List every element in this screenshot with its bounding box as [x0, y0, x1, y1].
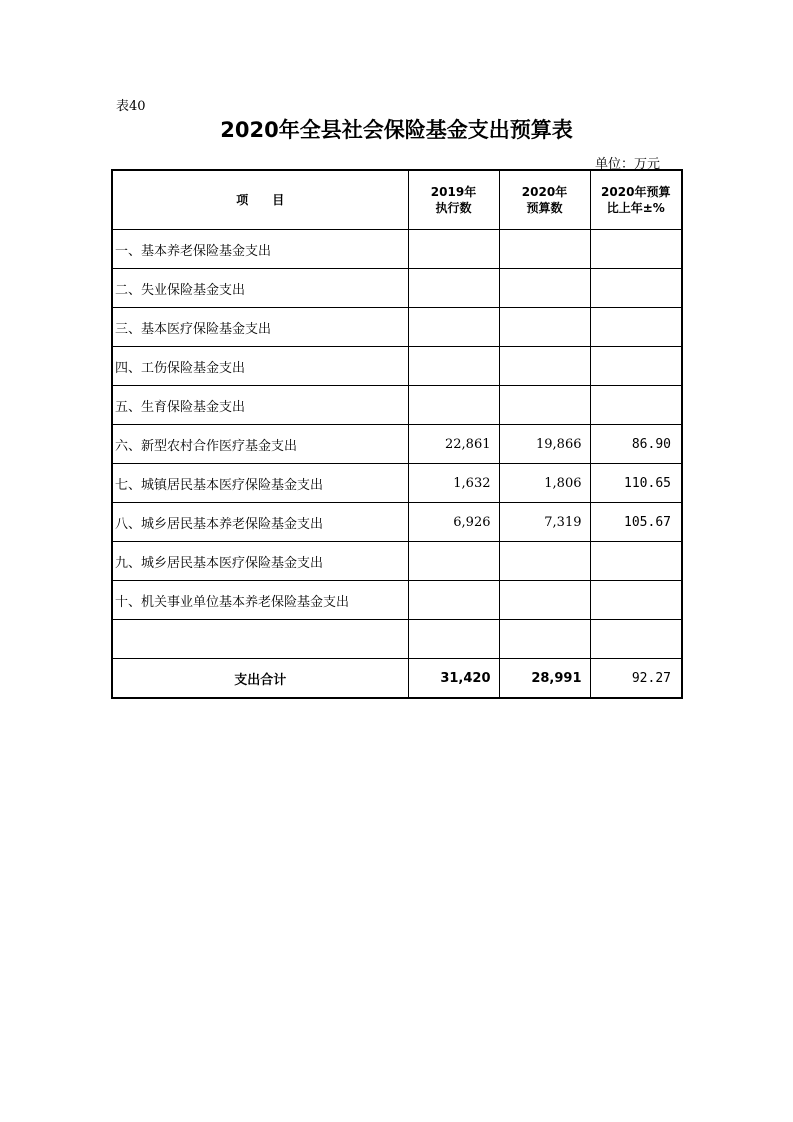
row-budget-2020 [499, 269, 590, 308]
table-row [112, 386, 682, 425]
row-item: 七、城镇居民基本医疗保险基金支出 [112, 464, 408, 503]
row-item [112, 620, 408, 659]
header-budget-2020-line2: 预算数 [526, 201, 563, 215]
row-budget-2020 [499, 230, 590, 269]
table-number: 表40 [116, 99, 146, 114]
row-change-pct [590, 542, 682, 581]
row-exec-2019 [408, 230, 499, 269]
table-row [112, 542, 682, 581]
row-budget-2020: 1,806 [499, 464, 590, 503]
header-change-pct [590, 170, 682, 230]
table-row [112, 620, 682, 659]
header-budget-2020-line1: 2020年 [521, 185, 568, 199]
row-budget-2020: 7,319 [499, 503, 590, 542]
row-exec-2019 [408, 347, 499, 386]
row-item: 九、城乡居民基本医疗保险基金支出 [112, 542, 408, 581]
total-label: 支出合计 [112, 659, 408, 699]
row-exec-2019 [408, 269, 499, 308]
row-exec-2019 [408, 386, 499, 425]
row-item: 五、生育保险基金支出 [112, 386, 408, 425]
row-budget-2020 [499, 581, 590, 620]
table-header-row [112, 170, 682, 230]
row-change-pct [590, 347, 682, 386]
row-budget-2020 [499, 347, 590, 386]
table-row [112, 425, 682, 464]
table-row [112, 503, 682, 542]
row-budget-2020: 19,866 [499, 425, 590, 464]
row-change-pct [590, 581, 682, 620]
total-budget-2020: 28,991 [499, 659, 590, 699]
row-budget-2020 [499, 308, 590, 347]
row-change-pct [590, 230, 682, 269]
total-exec-2019: 31,420 [408, 659, 499, 699]
row-exec-2019 [408, 308, 499, 347]
total-change-pct: 92.27 [590, 659, 682, 699]
table-row [112, 464, 682, 503]
row-item: 四、工伤保险基金支出 [112, 347, 408, 386]
row-exec-2019 [408, 542, 499, 581]
row-item: 三、基本医疗保险基金支出 [112, 308, 408, 347]
row-exec-2019: 22,861 [408, 425, 499, 464]
document-title: 2020年全县社会保险基金支出预算表 [220, 118, 573, 142]
table-row [112, 581, 682, 620]
table-row [112, 230, 682, 269]
row-item: 六、新型农村合作医疗基金支出 [112, 425, 408, 464]
row-budget-2020 [499, 542, 590, 581]
row-change-pct [590, 269, 682, 308]
row-item: 八、城乡居民基本养老保险基金支出 [112, 503, 408, 542]
row-item: 一、基本养老保险基金支出 [112, 230, 408, 269]
header-budget-2020 [499, 170, 590, 230]
header-exec-2019 [408, 170, 499, 230]
header-change-pct-line2: 比上年±% [606, 201, 665, 215]
row-budget-2020 [499, 386, 590, 425]
row-change-pct [590, 620, 682, 659]
row-item: 十、机关事业单位基本养老保险基金支出 [112, 581, 408, 620]
table-row [112, 308, 682, 347]
unit-label: 单位：万元 [595, 157, 661, 172]
row-exec-2019: 6,926 [408, 503, 499, 542]
row-exec-2019: 1,632 [408, 464, 499, 503]
row-change-pct [590, 308, 682, 347]
header-item: 项 目 [112, 170, 408, 230]
table-row [112, 269, 682, 308]
budget-table [111, 169, 683, 699]
row-budget-2020 [499, 620, 590, 659]
row-change-pct: 105.67 [590, 503, 682, 542]
table-row [112, 347, 682, 386]
row-exec-2019 [408, 581, 499, 620]
row-change-pct [590, 386, 682, 425]
row-change-pct: 86.90 [590, 425, 682, 464]
row-change-pct: 110.65 [590, 464, 682, 503]
header-change-pct-line1: 2020年预算 [601, 185, 671, 199]
header-exec-2019-line1: 2019年 [430, 185, 477, 199]
header-exec-2019-line2: 执行数 [435, 201, 472, 215]
total-row [112, 659, 682, 699]
row-exec-2019 [408, 620, 499, 659]
row-item: 二、失业保险基金支出 [112, 269, 408, 308]
